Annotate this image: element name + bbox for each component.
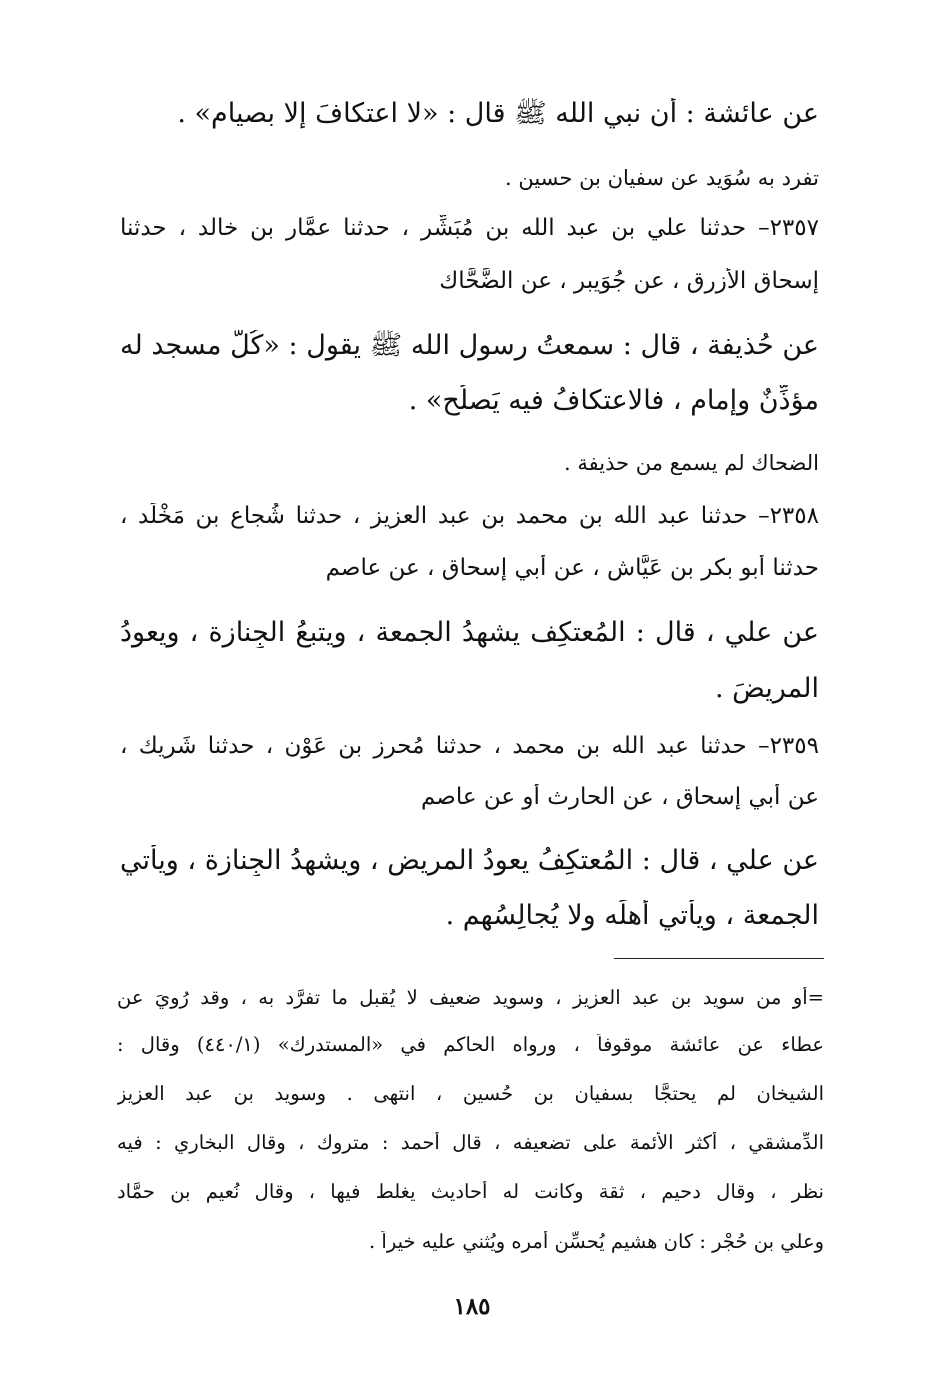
footnote-line: وعلي بن حُجْر : كان هشيم يُحسِّن أمره ويُثني عليه خيراً . [369, 1231, 824, 1253]
footnote-line: الدِّمشقي ، أكثر الأئمة على تضعيفه ، قال أحمد : متروك ، وقال البخاري : فيه [117, 1132, 824, 1154]
hadith-text-line: المريضَ . [715, 673, 819, 704]
footnote-line: نظر ، وقال دحيم ، ثقة وكانت له أحاديث يغلط فيها ، وقال نُعيم بن حمَّاد [117, 1181, 824, 1203]
hadith-text-line: عن حُذيفة ، قال : سمعتُ رسول الله ﷺ يقول : «كُلُّ مسجد له [120, 330, 819, 361]
hadith-text-line: عن علي ، قال : المُعتكِفُ يعودُ المريض ، ويشهدُ الجِنازة ، ويأتي [120, 845, 819, 876]
footnote-divider [614, 958, 824, 959]
footnote-line: الشيخان لم يحتجَّا بسفيان بن حُسين ، انتهى . وسويد بن عبد العزيز [117, 1083, 824, 1105]
hadith-text-line: الجمعة ، ويأتي أهلَه ولا يُجالِسُهم . [445, 900, 819, 931]
hadith-text-line: مؤذِّنٌ وإمام ، فالاعتكافُ فيه يَصلُح» . [408, 385, 819, 416]
isnad-line-2358: ٢٣٥٨– حدثنا عبد الله بن محمد بن عبد العزيز ، حدثنا شُجاع بن مَخْلَد ، [120, 503, 819, 529]
hadith-text-line: عن علي ، قال : المُعتكِف يشهدُ الجمعة ، ويتبعُ الجِنازة ، ويعودُ [120, 617, 819, 648]
isnad-line-2359: ٢٣٥٩– حدثنا عبد الله بن محمد ، حدثنا مُحرِز بن عَوْن ، حدثنا شَرِيك ، [120, 733, 819, 759]
isnad-line-2357: ٢٣٥٧– حدثنا علي بن عبد الله بن مُبَشِّر ، حدثنا عمَّار بن خالد ، حدثنا [120, 215, 819, 241]
page-number: ١٨٥ [453, 1293, 491, 1320]
hadith-text-line: عن عائشة : أن نبي الله ﷺ قال : «لا اعتكافَ إلا بصيام» . [177, 98, 819, 129]
isnad-line: عن أبي إسحاق ، عن الحارث أو عن عاصم [420, 784, 819, 810]
isnad-line: حدثنا أبو بكر بن عَيَّاش ، عن أبي إسحاق ، عن عاصم [325, 555, 819, 581]
commentary-line: تفرد به سُوَيد عن سفيان بن حسين . [505, 166, 819, 190]
footnote-line: عطاء عن عائشة موقوفاً ، ورواه الحاكم في «المستدرك» (٤٤٠/١) وقال : [117, 1034, 824, 1056]
footnote-line: =أو من سويد بن عبد العزيز ، وسويد ضعيف لا يُقبل ما تفرَّد به ، وقد رُوِيَ عن [117, 987, 824, 1009]
isnad-line: إسحاق الأزرق ، عن جُوَيبر ، عن الضَّحَّاك [439, 268, 819, 294]
commentary-line: الضحاك لم يسمع من حذيفة . [564, 451, 819, 475]
